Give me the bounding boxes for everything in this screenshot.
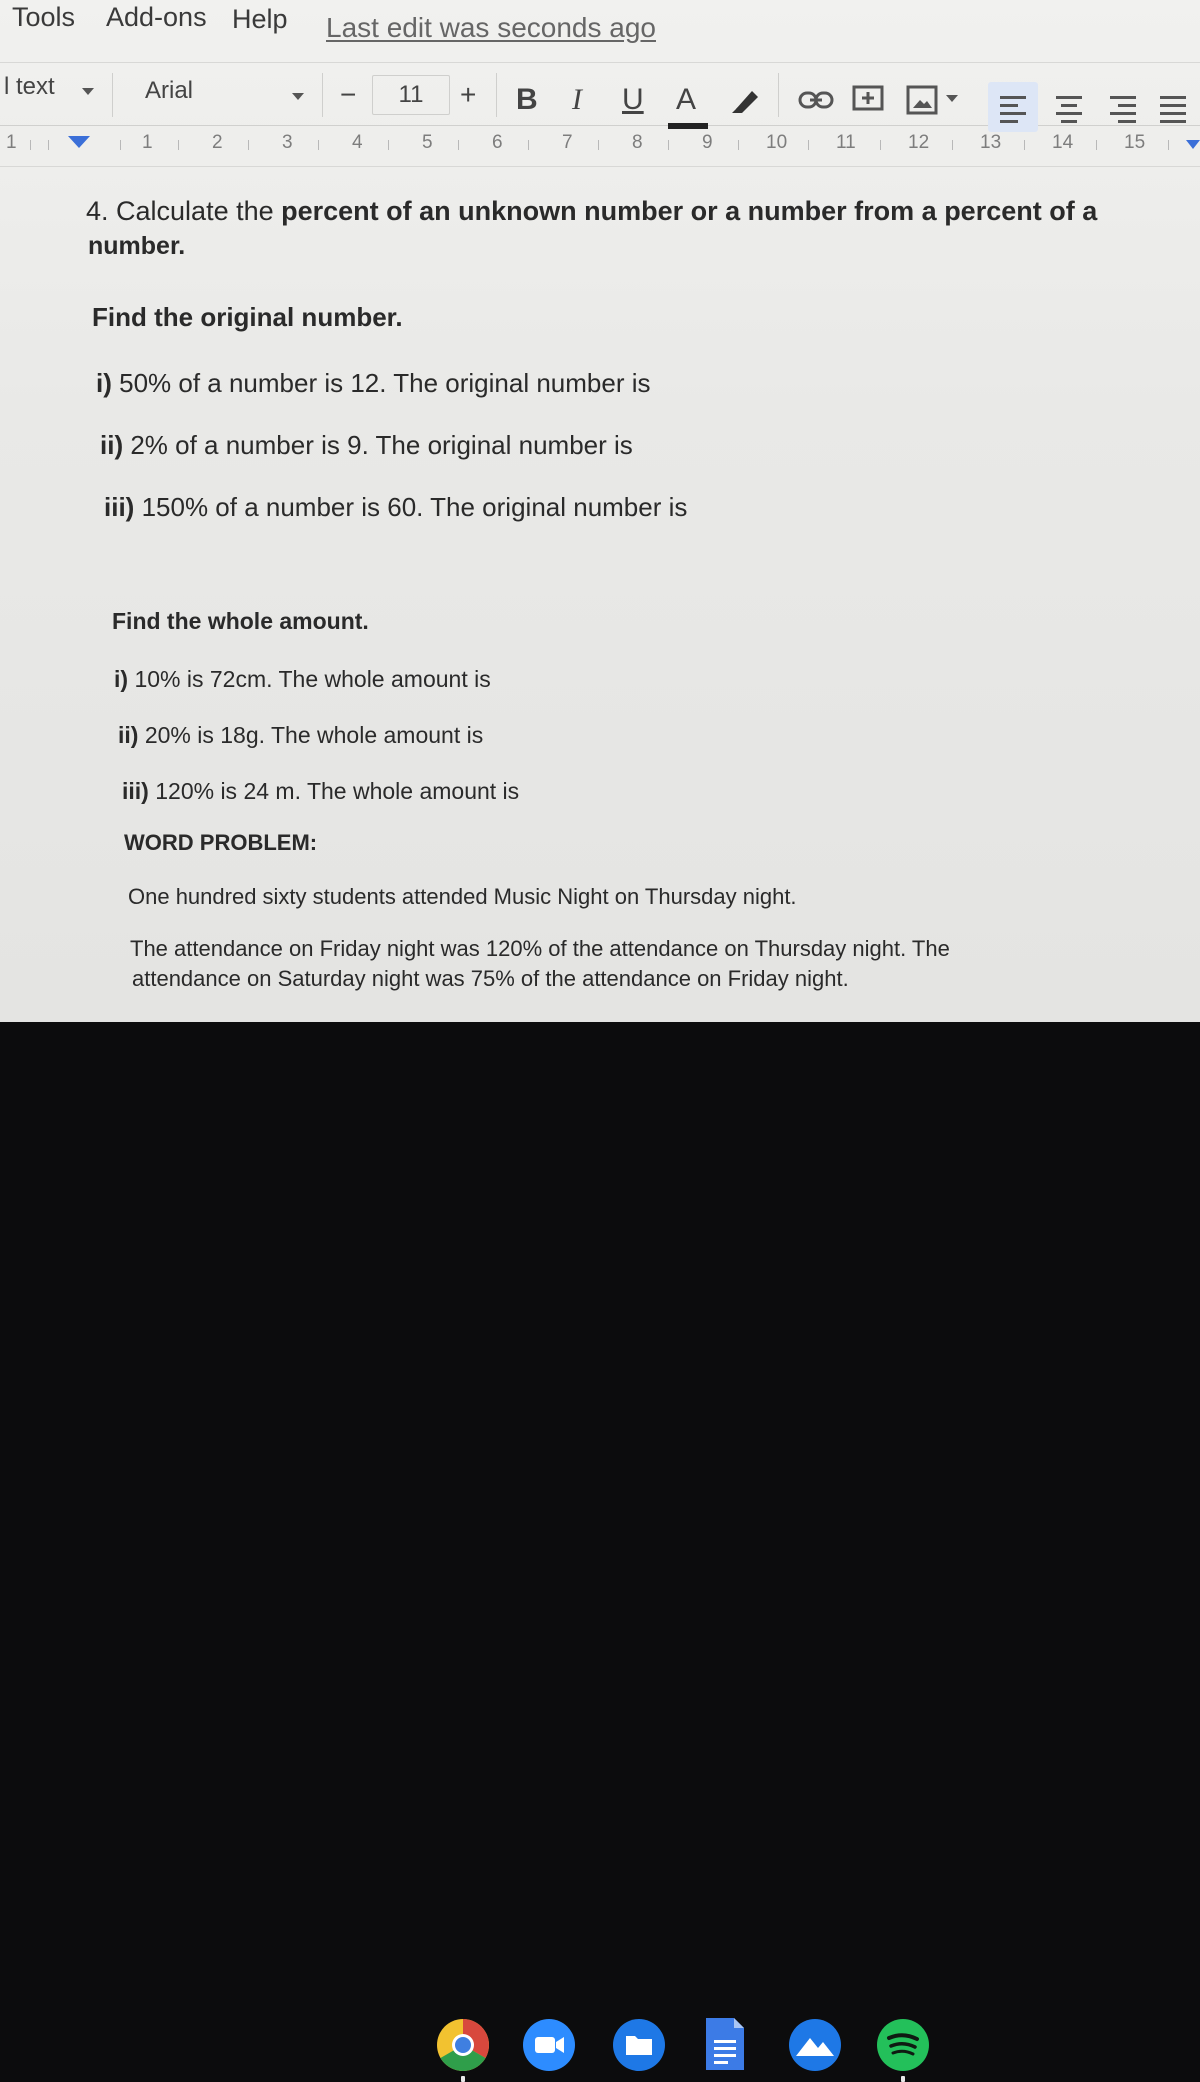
ruler-number: 14 xyxy=(1052,132,1074,153)
chevron-down-icon[interactable] xyxy=(82,88,94,95)
menu-bar xyxy=(0,0,1200,58)
list-item: iii) 120% is 24 m. The whole amount is xyxy=(122,778,520,804)
font-size-increase-button[interactable]: + xyxy=(460,79,477,110)
paragraph-style-dropdown[interactable]: l text xyxy=(4,73,55,100)
ruler-number: 1 xyxy=(142,132,153,153)
link-icon[interactable] xyxy=(798,89,834,111)
toolbar-divider xyxy=(112,73,113,117)
ruler-number: 11 xyxy=(836,132,856,153)
question-bold-text: percent of an unknown number or a number from a percent of a xyxy=(281,196,1098,226)
font-size-input[interactable]: 11 xyxy=(372,75,450,115)
italic-button[interactable]: I xyxy=(572,83,582,116)
highlight-pen-icon[interactable] xyxy=(730,85,764,115)
ruler-number: 13 xyxy=(980,132,1002,153)
font-size-decrease-button[interactable]: − xyxy=(340,79,357,110)
align-right-icon[interactable] xyxy=(1110,96,1136,128)
align-left-icon[interactable] xyxy=(1000,96,1026,128)
ruler-number: 9 xyxy=(702,132,713,153)
text-color-button[interactable]: A xyxy=(676,83,697,116)
ruler-number: 15 xyxy=(1124,132,1146,153)
ruler-number: 8 xyxy=(632,132,643,153)
question-heading xyxy=(86,196,1097,227)
active-app-indicator xyxy=(901,2076,905,2082)
align-justify-icon[interactable] xyxy=(1160,96,1186,128)
align-center-icon[interactable] xyxy=(1056,96,1082,128)
right-indent-marker-icon[interactable] xyxy=(1186,140,1200,149)
chrome-icon[interactable] xyxy=(436,2018,490,2072)
question-heading-line2: number. xyxy=(88,232,186,260)
list-item: iii) 150% of a number is 60. The original number is xyxy=(104,492,688,522)
list-item: i) 50% of a number is 12. The original number is xyxy=(96,368,651,398)
ruler-number: 2 xyxy=(212,132,223,153)
indent-marker-icon[interactable] xyxy=(68,136,90,148)
insert-image-icon[interactable] xyxy=(906,85,938,115)
toolbar-divider xyxy=(322,73,323,117)
ruler-number: 6 xyxy=(492,132,503,153)
toolbar-divider xyxy=(778,73,779,117)
ruler-number: 10 xyxy=(766,132,788,153)
list-item: ii) 20% is 18g. The whole amount is xyxy=(118,722,484,748)
font-family-dropdown[interactable]: Arial xyxy=(145,77,194,104)
section-heading-whole: Find the whole amount. xyxy=(112,608,369,634)
menu-help[interactable]: Help xyxy=(232,4,288,34)
drive-icon[interactable] xyxy=(788,2018,842,2072)
screen xyxy=(0,0,1200,1022)
word-problem-line: One hundred sixty students attended Music Night on Thursday night. xyxy=(128,884,797,909)
word-problem-line: The attendance on Friday night was 120% of the attendance on Thursday night. The xyxy=(130,936,950,961)
word-problem-line: attendance on Saturday night was 75% of the attendance on Friday night. xyxy=(132,966,849,991)
ruler xyxy=(0,126,1200,167)
question-prefix: 4. Calculate the xyxy=(86,196,282,226)
zoom-icon[interactable] xyxy=(522,2018,576,2072)
menu-tools[interactable]: Tools xyxy=(12,2,76,32)
ruler-number: 5 xyxy=(422,132,433,153)
active-app-indicator xyxy=(461,2076,465,2082)
list-item: ii) 2% of a number is 9. The original number is xyxy=(100,430,633,460)
menu-addons[interactable]: Add-ons xyxy=(106,2,207,32)
chevron-down-icon[interactable] xyxy=(292,93,304,100)
word-problem-heading: WORD PROBLEM: xyxy=(124,830,318,855)
ruler-number: 12 xyxy=(908,132,930,153)
spotify-icon[interactable] xyxy=(876,2018,930,2072)
ruler-number: 7 xyxy=(562,132,573,153)
bold-button[interactable]: B xyxy=(516,83,538,116)
toolbar-divider xyxy=(496,73,497,117)
ruler-number: 4 xyxy=(352,132,363,153)
ruler-number: 1 xyxy=(6,132,17,153)
underline-button[interactable]: U xyxy=(622,83,644,116)
chevron-down-icon[interactable] xyxy=(946,95,958,102)
docs-icon[interactable] xyxy=(704,2016,746,2072)
files-icon[interactable] xyxy=(612,2018,666,2072)
section-heading-original: Find the original number. xyxy=(92,302,403,332)
ruler-number: 3 xyxy=(282,132,293,153)
list-item: i) 10% is 72cm. The whole amount is xyxy=(114,666,491,692)
taskbar xyxy=(0,1000,1200,1200)
last-edit-link[interactable]: Last edit was seconds ago xyxy=(326,12,656,43)
insert-comment-icon[interactable] xyxy=(852,85,884,115)
